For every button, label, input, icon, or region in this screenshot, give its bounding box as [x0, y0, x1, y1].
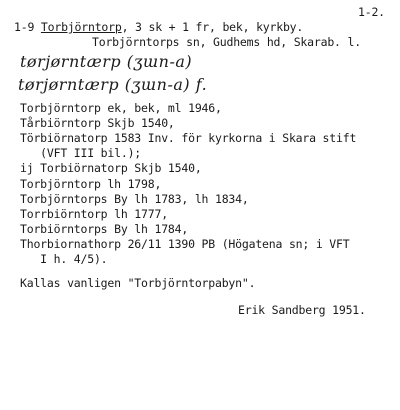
header-rest: , 3 sk + 1 fr, bek, kyrkby.	[121, 20, 304, 34]
entry-line: I h. 4/5).	[20, 252, 108, 266]
entry-line: Torbiörntorps By lh 1784,	[20, 222, 189, 236]
entry-line: Torbjörntorps By lh 1783, lh 1834,	[20, 192, 249, 206]
handwritten-pronunciation-2: tørjørntærp (ʒɯn-a) f.	[18, 75, 208, 94]
header-line	[14, 20, 303, 34]
header-index: 1-9	[14, 20, 35, 34]
entry-line: ij Torbiörnatorp Skjb 1540,	[20, 161, 202, 175]
entry-line: Thorbiornathorp 26/11 1390 PB (Högatena sn; i VFT	[20, 237, 350, 251]
place-name: Torbjörntorp	[40, 20, 122, 34]
entry-line: Torbjörntorp lh 1798,	[20, 177, 162, 191]
entry-line: Törbiörnatorp 1583 Inv. för kyrkorna i Skara stift	[20, 131, 357, 145]
header-line-2: Torbjörntorps sn, Gudhems hd, Skarab. l.	[92, 35, 361, 49]
handwritten-pronunciation-1: tørjørntærp (ʒɯn-a)	[20, 52, 193, 71]
entry-line: (VFT III bil.);	[20, 146, 142, 160]
corner-number: 1-2.	[358, 5, 385, 19]
entry-line: Torrbiörntorp lh 1777,	[20, 207, 168, 221]
entry-line: Tårbiörntorp Skjb 1540,	[20, 116, 175, 130]
signature: Erik Sandberg 1951.	[238, 303, 366, 317]
note-line: Kallas vanligen "Torbjörntorpabyn".	[20, 276, 256, 290]
entry-line: Torbjörntorp ek, bek, ml 1946,	[20, 101, 222, 115]
